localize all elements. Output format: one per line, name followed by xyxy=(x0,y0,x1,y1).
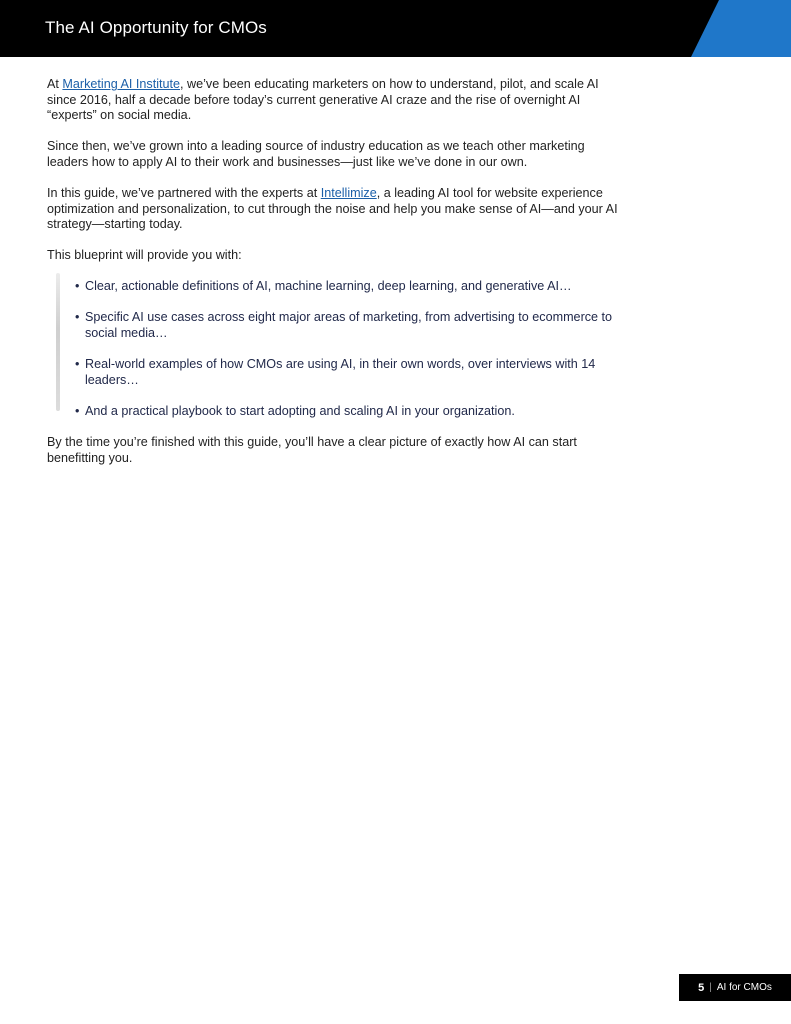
page-title: The AI Opportunity for CMOs xyxy=(45,18,267,37)
marketing-ai-institute-link[interactable]: Marketing AI Institute xyxy=(62,77,181,91)
page-footer-badge xyxy=(679,974,791,1001)
list-item xyxy=(75,279,627,295)
intellimize-link[interactable]: Intellimize xyxy=(320,185,377,200)
intro-text-pre: At xyxy=(47,77,63,91)
partnership-text-pre: In this guide, we’ve partnered with the experts at xyxy=(47,185,321,200)
body-content xyxy=(47,77,627,482)
list-item-text: Real-world examples of how CMOs are using AI, in their own words, over interviews with 14 leaders… xyxy=(85,357,596,387)
partnership-paragraph xyxy=(47,186,627,233)
footer-separator: | xyxy=(709,982,712,993)
header-accent-shape xyxy=(691,0,791,57)
blueprint-list xyxy=(47,279,627,419)
bullet-dot-icon: • xyxy=(75,403,80,418)
page-header xyxy=(0,0,791,57)
partnership-text-post: , a leading AI tool for website experience optimization and personalization, to cut through the noise and help you make sense of AI—and your AI strategy—starting today. xyxy=(47,185,618,232)
intro-paragraph xyxy=(47,77,627,124)
bullet-dot-icon: • xyxy=(75,310,80,325)
list-item xyxy=(75,310,627,341)
bullet-dot-icon: • xyxy=(75,279,80,294)
growth-paragraph: Since then, we’ve grown into a leading source of industry education as we teach other marketing leaders how to apply AI to their work and businesses—just like we’ve done in our own. xyxy=(47,139,585,169)
list-item-text: Specific AI use cases across eight major areas of marketing, from advertising to ecommerce to social media… xyxy=(85,310,613,341)
list-accent-bar xyxy=(56,273,60,411)
list-item-text: Clear, actionable definitions of AI, machine learning, deep learning, and generative AI… xyxy=(85,279,572,294)
bullet-dot-icon: • xyxy=(75,357,80,372)
blueprint-intro: This blueprint will provide you with: xyxy=(47,248,242,263)
list-item xyxy=(75,357,627,388)
list-item-text: And a practical playbook to start adopting and scaling AI in your organization. xyxy=(85,403,515,418)
intro-text-post: , we’ve been educating marketers on how to understand, pilot, and scale AI since 2016, half a decade before today’s current generative AI craze and the rise of overnight AI “experts” on social media. xyxy=(47,77,599,123)
list-item xyxy=(75,404,627,420)
closing-paragraph: By the time you’re finished with this guide, you’ll have a clear picture of exactly how AI can start benefitting you. xyxy=(47,435,577,465)
page-number: 5 xyxy=(698,981,705,994)
footer-label: AI for CMOs xyxy=(716,982,772,993)
